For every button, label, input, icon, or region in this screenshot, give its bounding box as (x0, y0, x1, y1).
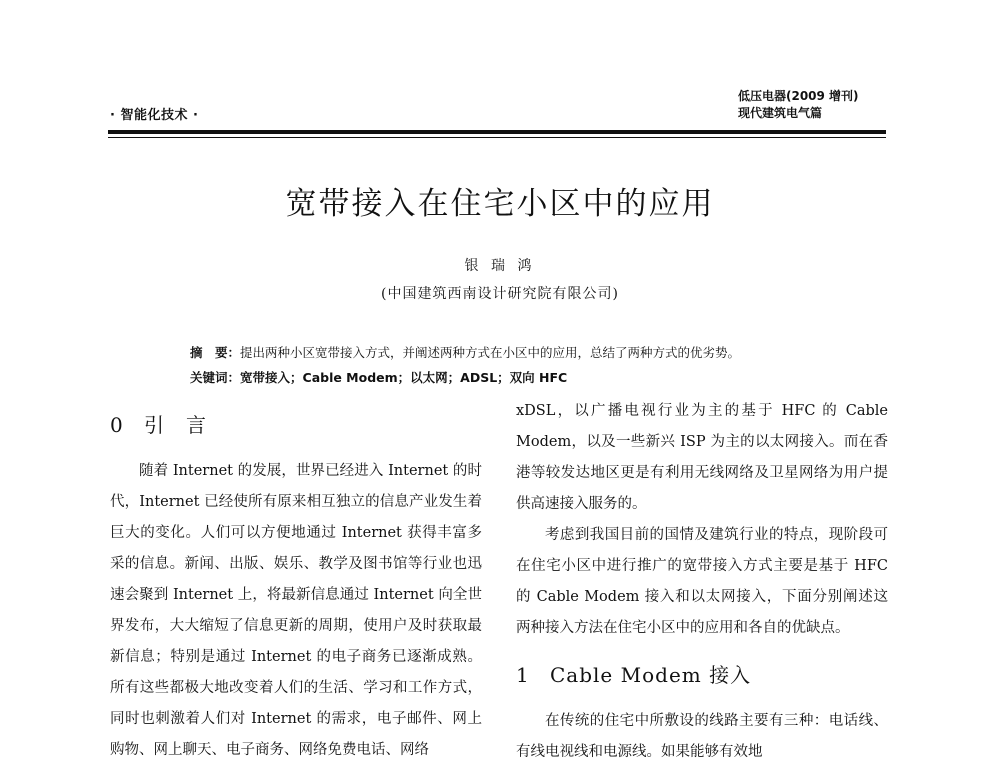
abstract-text: 提出两种小区宽带接入方式，并阐述两种方式在小区中的应用，总结了两种方式的优劣势。 (240, 345, 741, 360)
journal-info (738, 88, 859, 122)
cable-modem-paragraph: 在传统的住宅中所敷设的线路主要有三种：电话线、有线电视线和电源线。如果能够有效地 (516, 713, 888, 760)
section-title-text: 引 言 (144, 413, 207, 437)
article-title: 宽带接入在住宅小区中的应用 (285, 186, 715, 222)
header-rule-thin (108, 137, 886, 138)
intro-paragraph: 随着 Internet 的发展，世界已经进入 Internet 的时代，Internet 已经使所有原来相互独立的信息产业发生着巨大的变化。人们可以方便地通过 Internet 获得丰富多采的信息。新闻、出版、娱乐、教学及图书馆等行业也迅速会聚到 Internet 上，将最新信息通过 Internet 向全世界发布，大大缩短了信息更新的周期，使用户及时获取最新信息；特别是通过 Internet 的电子商务已逐渐成熟。所有这些都极大地改变着人们的生活、学习和工作方式，同时也刺激着人们对 Internet 的需求，电子邮件、网上购物、网上聊天、电子商务、网络免费电话、网络 (110, 463, 482, 758)
section-number: 0 (110, 413, 124, 437)
continued-paragraph: xDSL，以广播电视行业为主的基于 HFC 的 Cable Modem，以及一些新兴 ISP 为主的以太网接入。而在香港等较发达地区更是有利用无线网络及卫星网络为用户提供高速接入服务的。 (516, 403, 888, 512)
keywords-line (190, 365, 890, 390)
keywords-text: 宽带接入；Cable Modem；以太网；ADSL；双向 HFC (240, 370, 568, 385)
section-heading-intro (110, 394, 482, 456)
abstract-label: 摘 要： (190, 345, 241, 360)
section-heading-cable-modem (516, 644, 888, 706)
abstract-line (190, 340, 890, 365)
author-affiliation: (中国建筑西南设计研究院有限公司) (381, 286, 619, 302)
left-column (110, 396, 482, 760)
journal-name: 低压电器(2009 增刊) (738, 89, 859, 103)
author-name: 银 瑞 鸿 (464, 258, 536, 274)
keywords-label: 关键词： (190, 370, 241, 385)
right-column (516, 396, 888, 760)
section-number: 1 (516, 663, 530, 687)
access-methods-paragraph: 考虑到我国目前的国情及建筑行业的特点，现阶段可在住宅小区中进行推广的宽带接入方式主要是基于 HFC 的 Cable Modem 接入和以太网接入，下面分别阐述这两种接入方法在住宅小区中的应用和各自的优缺点。 (516, 527, 888, 636)
journal-edition: 现代建筑电气篇 (738, 106, 823, 120)
abstract-block (190, 340, 890, 390)
column-label: · 智能化技术 · (110, 108, 199, 123)
section-title-text: Cable Modem 接入 (550, 663, 752, 687)
header-rule-thick (108, 130, 886, 134)
